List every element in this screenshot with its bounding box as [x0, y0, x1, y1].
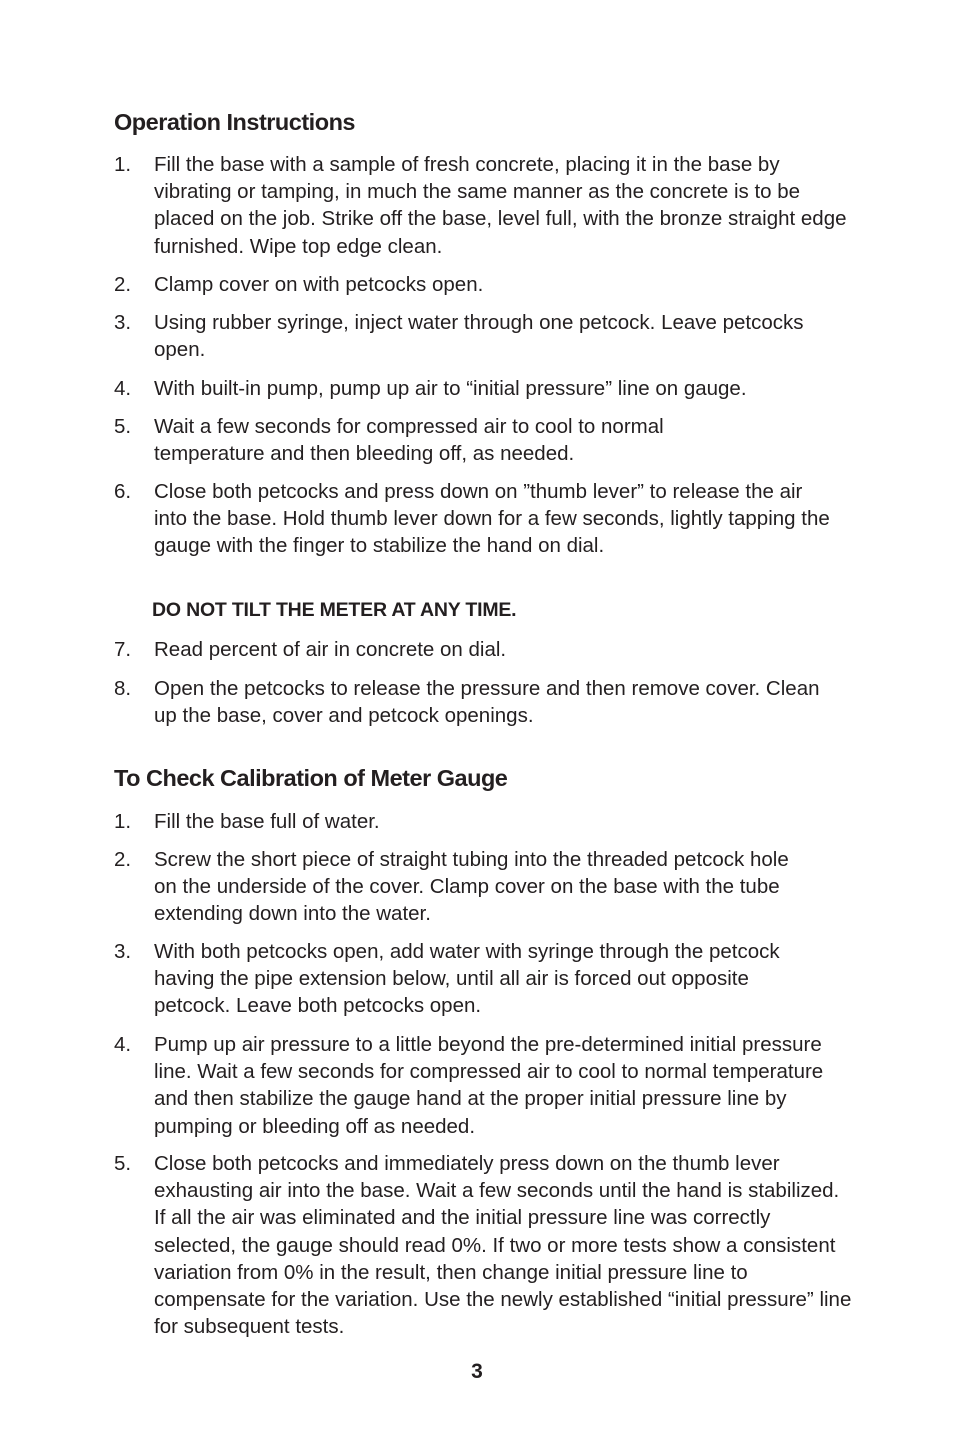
item-number: 2.	[114, 848, 132, 871]
item-number: 8.	[114, 677, 132, 700]
list-item	[114, 478, 830, 560]
item-number: 6.	[114, 480, 132, 503]
list-item	[114, 636, 854, 663]
calibration-section	[114, 764, 854, 792]
item-number: 2.	[114, 273, 132, 296]
list-item	[114, 413, 754, 467]
calibration-item-5-wrap	[114, 1150, 854, 1340]
item-text: Fill the base with a sample of fresh concrete, placing it in the base by vibrating or tamping, in much the same manner as the concrete is to be placed on the job. Strike off the base, level full, with the bronze straight edge furnished. Wipe top edge clean.	[154, 153, 847, 258]
operation-heading: Operation Instructions	[114, 109, 355, 135]
item-text: Close both petcocks and press down on ”thumb lever” to release the air into the base. Hold thumb lever down for a few seconds, lightly tapping the gauge with the finger to stabilize the hand on dial.	[154, 480, 830, 558]
list-item	[114, 309, 854, 363]
calibration-heading: To Check Calibration of Meter Gauge	[114, 765, 508, 791]
list-item	[114, 1031, 832, 1140]
item-text: Pump up air pressure to a little beyond the pre-determined initial pressure line. Wait a few seconds for compressed air to cool to normal temperature and then stabilize the gauge hand at the proper initial pressure line by pumping or bleeding off as needed.	[154, 1033, 824, 1138]
calibration-item-4-wrap	[114, 1031, 832, 1140]
item-text: Clamp cover on with petcocks open.	[154, 273, 484, 296]
calibration-item-1-wrap	[114, 808, 854, 835]
operation-item-2-wrap	[114, 271, 854, 298]
operation-item-5-wrap	[114, 413, 754, 467]
operation-warning-wrap	[114, 597, 854, 624]
operation-item-8-wrap	[114, 675, 842, 729]
item-number: 1.	[114, 810, 132, 833]
operation-item-3-wrap	[114, 309, 854, 363]
list-item	[114, 271, 854, 298]
item-number: 5.	[114, 415, 132, 438]
item-text: Close both petcocks and immediately press down on the thumb lever exhausting air into the base. Wait a few seconds until the hand is stabilized. If all the air was eliminated and the initial pressure line was correctly selected, the gauge should read 0%. If two or more tests show a consistent variation from 0% in the result, then change initial pressure line to compensate for the variation. Use the newly established “initial pressure” line for subsequent tests.	[154, 1152, 852, 1339]
item-text: Fill the base full of water.	[154, 810, 380, 833]
item-number: 4.	[114, 377, 132, 400]
item-number: 7.	[114, 638, 132, 661]
operation-item-4-wrap	[114, 375, 874, 402]
item-number: 3.	[114, 940, 132, 963]
calibration-item-2-wrap	[114, 846, 814, 928]
item-text: Screw the short piece of straight tubing into the threaded petcock hole on the underside of the cover. Clamp cover on the base with the tube extending down into the water.	[154, 848, 789, 926]
list-item	[114, 846, 814, 928]
item-number: 5.	[114, 1152, 132, 1175]
list-item	[114, 1150, 854, 1340]
calibration-item-3-wrap	[114, 938, 830, 1020]
list-item	[114, 808, 854, 835]
item-text: With built-in pump, pump up air to “initial pressure” line on gauge.	[154, 377, 747, 400]
item-number: 1.	[114, 153, 132, 176]
warning-text: DO NOT TILT THE METER AT ANY TIME.	[152, 599, 517, 621]
list-item	[114, 375, 874, 402]
list-item	[114, 675, 842, 729]
item-number: 4.	[114, 1033, 132, 1056]
list-item	[114, 151, 854, 260]
item-text: Read percent of air in concrete on dial.	[154, 638, 507, 661]
operation-item-6-wrap	[114, 478, 830, 560]
item-text: Using rubber syringe, inject water through one petcock. Leave petcocks open.	[154, 311, 804, 362]
operation-section	[114, 108, 854, 136]
operation-list	[114, 151, 854, 260]
item-text: With both petcocks open, add water with syringe through the petcock having the pipe extension below, until all air is forced out opposite petcock. Leave both petcocks open.	[154, 940, 780, 1018]
item-number: 3.	[114, 311, 132, 334]
item-text: Wait a few seconds for compressed air to cool to normal temperature and then bleeding off, as needed.	[154, 415, 664, 466]
item-text: Open the petcocks to release the pressure and then remove cover. Clean up the base, cover and petcock openings.	[154, 677, 820, 728]
operation-item-7-wrap	[114, 636, 854, 663]
page-number: 3	[471, 1360, 483, 1383]
list-item	[114, 938, 830, 1020]
